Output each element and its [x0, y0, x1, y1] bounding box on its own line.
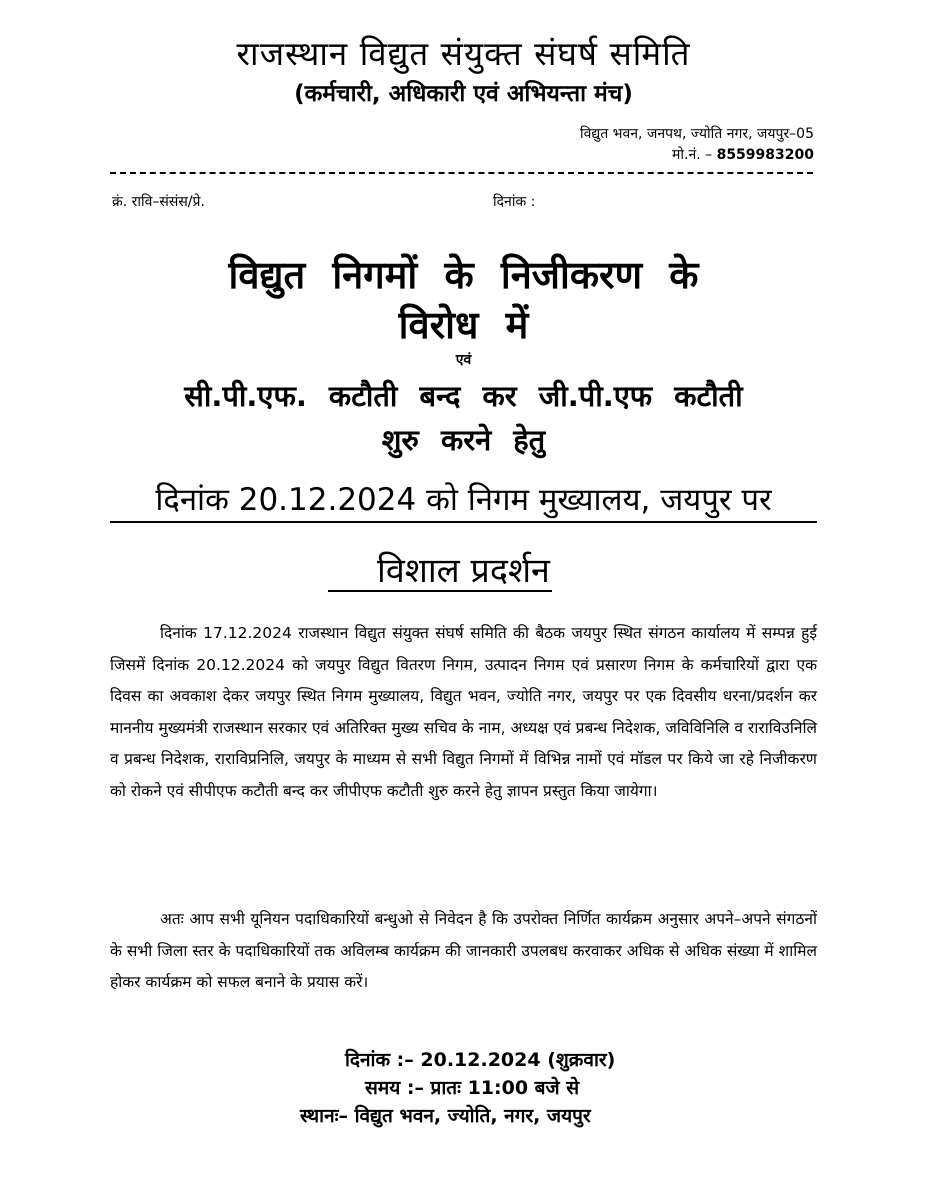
- event-time: समय :– प्रातः 11:00 बजे से: [365, 1077, 580, 1099]
- reference-number: क्रं. रावि–संसंस/प्रे.: [112, 194, 205, 210]
- venue-text: दिनांक 20.12.2024 को निगम मुख्यालय, जयपुर पर: [155, 482, 772, 518]
- organization-name: राजस्थान विद्युत संयुक्त संघर्ष समिति: [236, 34, 691, 73]
- headline-conjunction: एवं: [455, 352, 472, 368]
- headline-line-4: शुरु करने हेतु: [381, 423, 546, 457]
- headline-line-3: सी.पी.एफ. कटौती बन्द कर जी.पी.एफ कटौती: [184, 379, 743, 413]
- organization-subtitle: (कर्मचारी, अधिकारी एवं अभियन्ता मंच): [294, 81, 633, 107]
- phone-label: मो.नं. –: [672, 147, 713, 163]
- phone-line: [672, 145, 814, 164]
- phone-number: 8559983200: [716, 147, 814, 163]
- event-date: दिनांक :– 20.12.2024 (शुक्रवार): [345, 1049, 616, 1071]
- address: विद्युत भवन, जनपथ, ज्योति नगर, जयपुर–05: [579, 126, 814, 142]
- body-paragraph-2: अतः आप सभी यूनियन पदाधिकारियों बन्धुओ से निवेदन है कि उपरोक्त निर्णित कार्यक्रम अनुसार अपने–अपने संगठनों के सभी जिला स्तर के पदाधिकारियों तक अविलम्ब कार्यक्रम की जानकारी उपलबध करवाकर अधिक से अधिक संख्या में शामिल होकर कार्यक्रम को सफल बनाने के प्रयास करें।: [110, 910, 817, 991]
- event-place: स्थानः– विद्युत भवन, ज्योति, नगर, जयपुर: [300, 1105, 591, 1127]
- date-label: दिनांक :: [493, 194, 536, 210]
- header-divider: [110, 172, 813, 174]
- event-title-underline: [328, 590, 552, 592]
- headline-line-1: विद्युत निगमों के निजीकरण के: [228, 253, 699, 297]
- venue-underline: [110, 521, 817, 523]
- body-paragraph-1: दिनांक 17.12.2024 राजस्थान विद्युत संयुक्त संघर्ष समिति की बैठक जयपुर स्थित संगठन कार्यालय में सम्पन्न हुई जिसमें दिनांक 20.12.2024 को जयपुर विद्युत वितरण निगम, उत्पादन निगम एवं प्रसारण निगम के कर्मचारियों द्वारा एक दिवस का अवकाश देकर जयपुर स्थित निगम मुख्यालय, विद्युत भवन, ज्योति नगर, जयपुर पर एक दिवसीय धरना/प्रदर्शन कर माननीय मुख्यमंत्री राजस्थान सरकार एवं अतिरिक्त मुख्य सचिव के नाम, अध्यक्ष एवं प्रबन्ध निदेशक, जविविनिलि व राराविउनिलि व प्रबन्ध निदेशक, राराविप्रनिलि, जयपुर के माध्यम से सभी विद्युत निगमों में विभिन्न नामों एवं मॉडल पर किये जा रहे निजीकरण को रोकने एवं सीपीएफ कटौती बन्द कर जीपीएफ कटौती शुरु करने हेतु ज्ञापन प्रस्तुत किया जायेगा।: [110, 624, 817, 800]
- event-title: विशाल प्रदर्शन: [377, 551, 550, 591]
- headline-line-2: विरोध में: [398, 303, 529, 347]
- venue-headline: [110, 478, 817, 520]
